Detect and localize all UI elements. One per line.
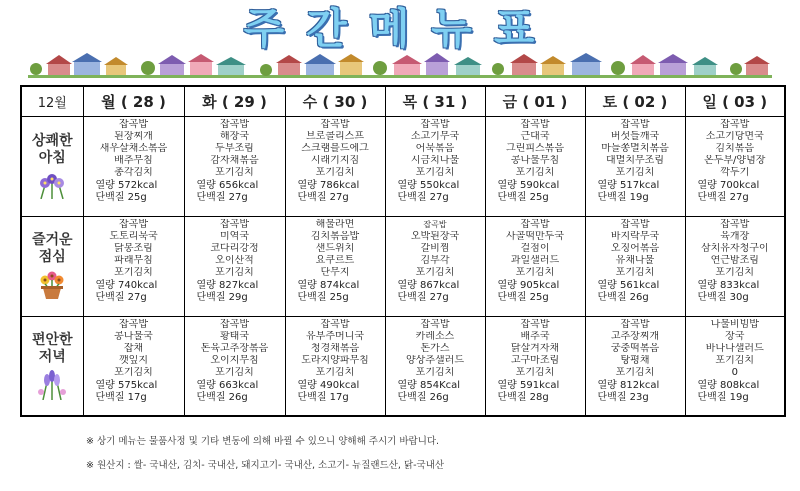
- menu-item: 잡곡밥: [720, 118, 750, 130]
- menu-cell: [585, 116, 685, 216]
- meal-row-dinner: [21, 316, 785, 416]
- menu-item: 잡곡밥: [520, 218, 550, 230]
- menu-item: 잡곡밥: [119, 118, 148, 130]
- menu-item: 포기김치: [415, 167, 455, 179]
- page-title: 주간메뉴표: [243, 4, 557, 53]
- protein-info: 단백질 25g: [497, 291, 549, 303]
- calorie-info: 열량 590kcal: [497, 179, 560, 191]
- menu-item: 삼치유자청구이: [700, 242, 769, 254]
- menu-item: 양상추샐러드: [406, 355, 464, 367]
- menu-item: 두부조림: [215, 142, 254, 154]
- menu-cell: [385, 316, 485, 416]
- meal-label-text: 상쾌한 아침: [31, 133, 73, 166]
- menu-item: 사골떡만두국: [506, 230, 564, 242]
- calorie-info: 열량 905kcal: [497, 279, 560, 291]
- protein-info: 단백질 23g: [597, 391, 649, 403]
- day-header: 수 ( 30 ): [285, 86, 385, 116]
- menu-item: 깍두기: [720, 167, 750, 179]
- menu-item: 돈육고추장볶음: [200, 342, 269, 354]
- calorie-info: 열량 575kcal: [95, 379, 158, 391]
- menu-item: 포기김치: [114, 267, 153, 279]
- menu-item: 온두부/양념장: [704, 155, 766, 167]
- protein-info: 단백질 29g: [196, 291, 248, 303]
- protein-info: 단백질 27g: [697, 191, 749, 203]
- menu-cell: [285, 316, 385, 416]
- note-origin: ※ 원산지 : 쌀- 국내산, 김치- 국내산, 돼지고기- 국내산, 소고기- 뉴질랜드산, 닭-국내산: [86, 460, 445, 471]
- protein-info: 단백질 26g: [196, 391, 248, 403]
- menu-item: 콩나물국: [114, 330, 153, 342]
- menu-item: 포기김치: [615, 367, 655, 379]
- menu-item: 도토리묵국: [109, 230, 158, 242]
- menu-cell: [184, 316, 285, 416]
- menu-item: 파래무침: [114, 255, 153, 267]
- menu-item: 잡곡밥: [119, 218, 148, 230]
- menu-item: 해물라면: [315, 218, 355, 230]
- menu-cell: [83, 216, 184, 316]
- menu-item: 잡채: [123, 342, 144, 354]
- menu-cell: [585, 316, 685, 416]
- menu-item: 황태국: [220, 330, 249, 342]
- menu-item: 배추무침: [114, 155, 153, 167]
- calorie-info: 열량 740kcal: [95, 279, 158, 291]
- menu-item: 궁중떡볶음: [610, 342, 660, 354]
- weekly-menu-table: [20, 85, 786, 417]
- calorie-info: 열량 812kcal: [597, 379, 660, 391]
- calorie-info: 열량 700kcal: [697, 179, 760, 191]
- menu-cell: [385, 216, 485, 316]
- menu-item: 바지락무국: [610, 230, 660, 242]
- day-header: 일 ( 03 ): [685, 86, 785, 116]
- menu-item: 포기김치: [515, 367, 555, 379]
- menu-item: 돈가스: [420, 342, 450, 354]
- calorie-info: 열량 656kcal: [196, 179, 259, 191]
- menu-item: 마늘쫑멸치볶음: [601, 142, 669, 154]
- menu-item: 오이산적: [215, 255, 254, 267]
- menu-item: 포기김치: [215, 367, 254, 379]
- protein-info: 단백질 27g: [397, 291, 449, 303]
- menu-cell: [184, 116, 285, 216]
- menu-cell: [685, 216, 785, 316]
- menu-item: 닭봉조림: [114, 242, 153, 254]
- calorie-info: 열량 867kcal: [397, 279, 460, 291]
- menu-item: 대멸치무조림: [606, 155, 664, 167]
- calorie-info: 열량 663kcal: [196, 379, 259, 391]
- protein-info: 단백질 19g: [597, 191, 649, 203]
- menu-cell: [83, 316, 184, 416]
- menu-item: 잡곡밥: [220, 218, 249, 230]
- menu-item: 잡곡밥: [320, 118, 350, 130]
- header-row: [21, 86, 785, 116]
- meal-label-text: 즐거운 점심: [31, 232, 73, 265]
- menu-cell: [585, 216, 685, 316]
- menu-item: 잡곡밥: [720, 218, 750, 230]
- village-decoration: [28, 52, 772, 78]
- menu-item: 잡곡밥: [320, 318, 350, 330]
- menu-item: 도라지양파무침: [301, 355, 369, 367]
- menu-item: 오박된장국: [410, 230, 460, 242]
- menu-item: 포기김치: [415, 267, 455, 279]
- menu-item: 걸점이: [520, 242, 550, 254]
- meal-row-lunch: [21, 216, 785, 316]
- calorie-info: 열량 490kcal: [297, 379, 360, 391]
- protein-info: 단백질 26g: [397, 391, 449, 403]
- calorie-info: 열량 833kcal: [697, 279, 760, 291]
- protein-info: 단백질 26g: [597, 291, 649, 303]
- menu-item: 고구마조림: [510, 355, 560, 367]
- menu-item: 잡곡밥: [420, 318, 450, 330]
- menu-item: 배추국: [520, 330, 550, 342]
- day-header: 목 ( 31 ): [385, 86, 485, 116]
- notes: [86, 435, 786, 473]
- menu-item: 포기김치: [615, 267, 655, 279]
- menu-item: 나물비빔밥: [710, 318, 759, 330]
- protein-info: 단백질 27g: [297, 191, 349, 203]
- day-header: 금 ( 01 ): [485, 86, 585, 116]
- menu-item: 잡곡밥: [520, 118, 550, 130]
- menu-cell: [83, 116, 184, 216]
- day-header: 토 ( 02 ): [585, 86, 685, 116]
- menu-item: 연근밤조림: [710, 255, 759, 267]
- menu-item: 잡곡밥: [420, 118, 450, 130]
- menu-cell: [385, 116, 485, 216]
- meal-row-breakfast: [21, 116, 785, 216]
- menu-item: 잡곡밥: [620, 218, 650, 230]
- menu-item: 소고기당면국: [705, 130, 764, 142]
- menu-item: 브로콜리스프: [306, 130, 364, 142]
- menu-item: 스크램블드에그: [301, 142, 369, 154]
- menu-item: 해장국: [220, 130, 249, 142]
- menu-item: 김부각: [420, 255, 450, 267]
- menu-item: 갈비찜: [420, 242, 450, 254]
- protein-info: 단백질 27g: [95, 291, 147, 303]
- menu-cell: [485, 316, 585, 416]
- menu-item: 포기김치: [114, 367, 153, 379]
- calorie-info: 열량 517kcal: [597, 179, 660, 191]
- menu-item: 카레소스: [415, 330, 455, 342]
- menu-item: 포기김치: [715, 267, 755, 279]
- lavender-flowers-icon: [35, 370, 69, 400]
- menu-item: 잡곡밥: [620, 118, 650, 130]
- month-header: 12월: [21, 86, 83, 116]
- calorie-info: 열량 550kcal: [397, 179, 460, 191]
- menu-item: 육개장: [720, 230, 750, 242]
- menu-item: 잡곡밥: [220, 318, 249, 330]
- menu-item: 유부주머니국: [306, 330, 364, 342]
- menu-item: 포기김치: [715, 355, 755, 367]
- menu-cell: [285, 216, 385, 316]
- menu-item: 어묵볶음: [415, 142, 455, 154]
- calorie-info: 열량 827kcal: [196, 279, 259, 291]
- calorie-info: 열량 854Kcal: [397, 379, 461, 391]
- menu-item: 요쿠르트: [315, 255, 355, 267]
- purple-flowers-icon: [35, 171, 69, 199]
- menu-item: 잡곡밥: [220, 118, 249, 130]
- menu-item: 오이지무침: [210, 355, 259, 367]
- protein-info: 단백질 28g: [497, 391, 549, 403]
- menu-item: 잡곡밥: [620, 318, 650, 330]
- meal-label-dinner: [21, 316, 83, 416]
- protein-info: 단백질 17g: [297, 391, 349, 403]
- calorie-info: 열량 572kcal: [95, 179, 158, 191]
- menu-item: 김치볶음밥: [310, 230, 360, 242]
- calorie-info: 열량 561kcal: [597, 279, 660, 291]
- menu-item: 잡곡밥: [423, 219, 447, 229]
- menu-item: 탕평채: [620, 355, 650, 367]
- menu-item: 포기김치: [615, 167, 655, 179]
- menu-item: 포기김치: [215, 167, 254, 179]
- menu-item: 포기김치: [415, 367, 455, 379]
- menu-item: 0: [731, 367, 738, 379]
- meal-label-text: 편안한 저녁: [31, 331, 73, 365]
- menu-item: 포기김치: [315, 167, 355, 179]
- menu-item: 근대국: [520, 130, 550, 142]
- menu-item: 된장찌개: [114, 130, 153, 142]
- menu-item: 오징어볶음: [610, 242, 660, 254]
- protein-info: 단백질 30g: [697, 291, 749, 303]
- protein-info: 단백질 27g: [196, 191, 248, 203]
- menu-item: 시래기지짐: [310, 155, 360, 167]
- day-header: 월 ( 28 ): [83, 86, 184, 116]
- protein-info: 단백질 19g: [697, 391, 749, 403]
- menu-item: 포기김치: [215, 267, 254, 279]
- protein-info: 단백질 27g: [397, 191, 449, 203]
- menu-item: 코다리강정: [210, 242, 259, 254]
- menu-cell: [184, 216, 285, 316]
- menu-item: 김치볶음: [715, 142, 755, 154]
- menu-item: 포기김치: [515, 267, 555, 279]
- menu-item: 그린피스볶음: [506, 142, 564, 154]
- menu-item: 잡곡밥: [520, 318, 550, 330]
- menu-cell: [685, 316, 785, 416]
- flower-pot-icon: [35, 270, 69, 300]
- menu-cell: [285, 116, 385, 216]
- menu-item: 포기김치: [315, 367, 355, 379]
- menu-item: 포기김치: [515, 167, 555, 179]
- meal-label-breakfast: [21, 116, 83, 216]
- menu-item: 깻잎지: [119, 355, 148, 367]
- menu-item: 장국: [725, 330, 745, 342]
- menu-cell: [485, 216, 585, 316]
- menu-cell: [485, 116, 585, 216]
- menu-item: 과일샐러드: [510, 255, 560, 267]
- protein-info: 단백질 25g: [297, 291, 349, 303]
- menu-item: 닭살겨자채: [510, 342, 560, 354]
- menu-item: 시금치나물: [410, 155, 460, 167]
- menu-item: 샌드위치: [315, 242, 355, 254]
- menu-item: 잡곡밥: [119, 318, 148, 330]
- calorie-info: 열량 786kcal: [297, 179, 360, 191]
- calorie-info: 열량 874kcal: [297, 279, 360, 291]
- calorie-info: 열량 808kcal: [697, 379, 760, 391]
- menu-item: 감자채볶음: [210, 155, 259, 167]
- menu-item: 새우살채소볶음: [99, 142, 168, 154]
- menu-item: 유채나물: [615, 255, 655, 267]
- protein-info: 단백질 17g: [95, 391, 147, 403]
- menu-item: 고추장찌개: [610, 330, 660, 342]
- day-header: 화 ( 29 ): [184, 86, 285, 116]
- protein-info: 단백질 25g: [497, 191, 549, 203]
- meal-label-lunch: [21, 216, 83, 316]
- calorie-info: 열량 591kcal: [497, 379, 560, 391]
- note-menu-change: ※ 상기 메뉴는 물품사정 및 기타 변동에 의해 바뀔 수 있으니 양해해 주시기 바랍니다.: [86, 436, 440, 447]
- menu-item: 총각김치: [114, 167, 153, 179]
- menu-item: 청경채볶음: [310, 342, 360, 354]
- protein-info: 단백질 25g: [95, 191, 147, 203]
- menu-item: 콩나물무침: [510, 155, 560, 167]
- menu-item: 소고기무국: [410, 130, 460, 142]
- menu-item: 미역국: [220, 230, 249, 242]
- menu-item: 바나나샐러드: [705, 342, 764, 354]
- menu-item: 버섯들깨국: [610, 130, 660, 142]
- menu-cell: [685, 116, 785, 216]
- menu-item: 단무지: [320, 267, 350, 279]
- title-banner: [0, 4, 800, 54]
